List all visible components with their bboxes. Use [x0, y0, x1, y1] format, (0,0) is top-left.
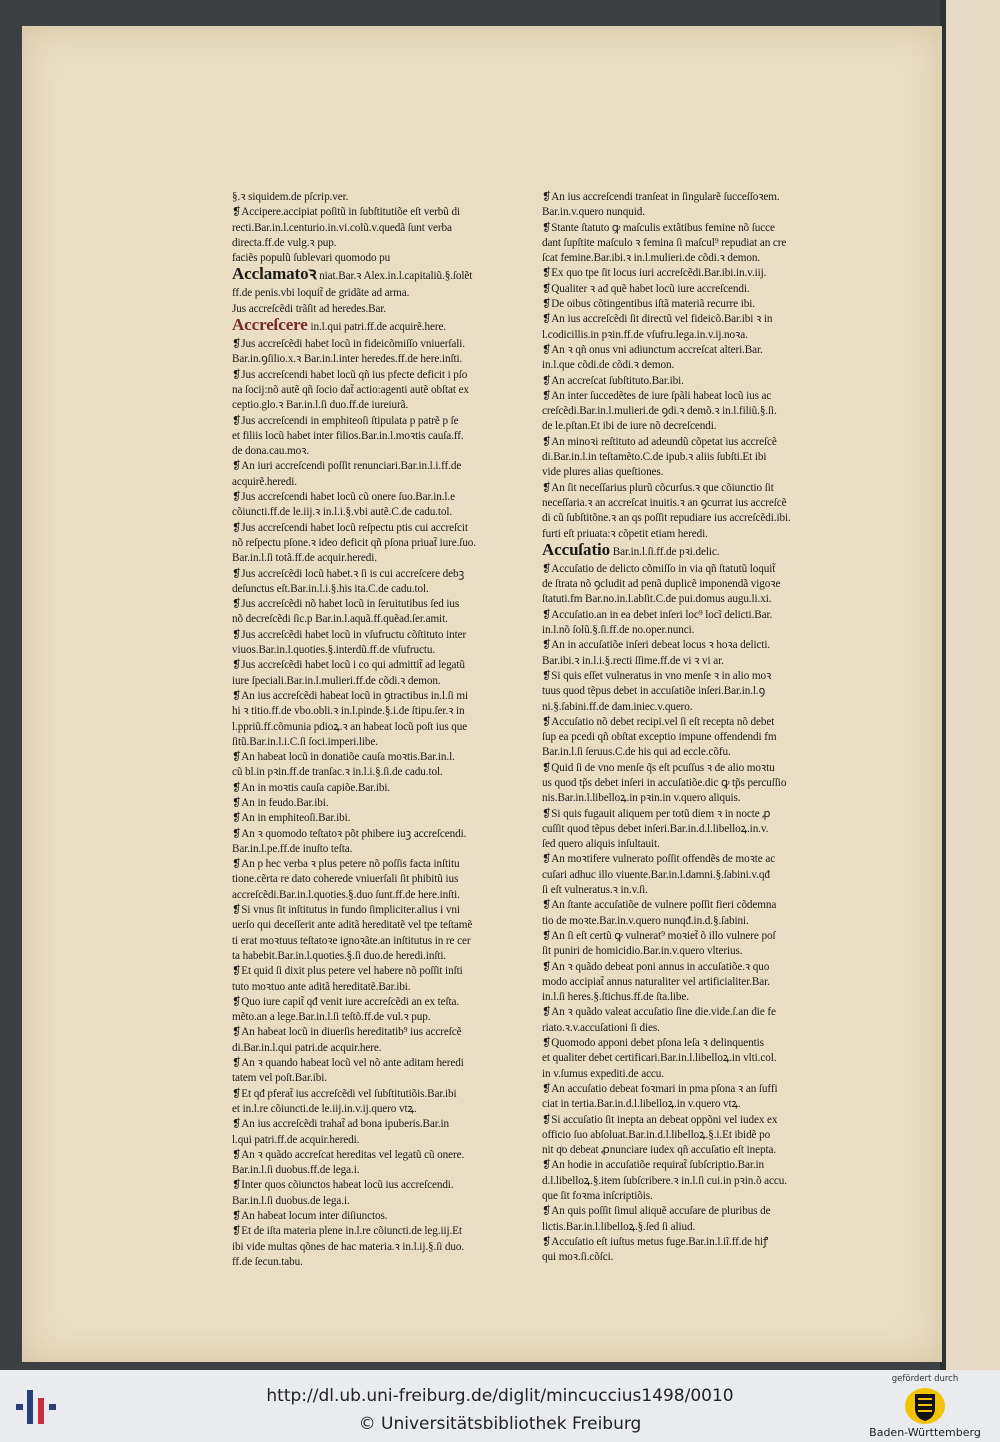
- text-line: que ſit foꝛma inſcriptiõis.: [542, 1190, 653, 1202]
- state-coat-of-arms-icon: [903, 1386, 947, 1426]
- text-line: ❡Quomodo apponi debet pſona leſa ꝛ delinquentis: [542, 1037, 764, 1050]
- text-line: viuos.Bar.in.l.quoties.§.interdũ.ff.de vſufructu.: [232, 644, 436, 657]
- text-line: ❡An ius accreſcẽdi habeat locũ in ꝯtractibus in.l.ſi mi: [232, 689, 468, 702]
- text-line: l.ppriũ.ff.cõmunia pdioꝝ.ꝛ an habeat locũ poſt ius que: [232, 720, 468, 733]
- text-line: ❡Jus accreſcẽdi nõ habet locũ in ſeruitutibus ſed ius: [232, 598, 460, 611]
- text-line: ❡Quo iure capit̃ qđ venit iure accreſcẽdi an ex teſta.: [232, 995, 460, 1008]
- text-line: in.l.ſi heres.§.ſtichus.ff.de ſta.libe.: [542, 991, 689, 1004]
- text-line: nõ reſpectu pſone.ꝛ ideo deficit qñ pſona priuat̃ iure.ſuo.: [232, 536, 477, 549]
- text-line: di.Bar.in.l.qui patri.de acquir.here.: [232, 1041, 382, 1054]
- text-line: modo accipiat̃ annus naturaliter vel artificialiter.Bar.: [542, 975, 770, 988]
- text-line: Bar.in.l.ſi totã.ff.de acquir.heredi.: [232, 552, 377, 565]
- text-line: accreſcẽdi.Bar.in.l.quoties.§.duo ſunt.ff.de here.inſti.: [232, 888, 460, 901]
- text-line: et in.l.re cõiuncti.de le.iij.in.v.ij.quero vtꝝ.: [232, 1102, 417, 1115]
- text-line: ❡Jus accreſcendi habet locũ cũ onere ſuo.Bar.in.l.e: [232, 491, 455, 504]
- text-line: ❡An in moꝛtis cauſa capiõe.Bar.ibi.: [232, 781, 391, 794]
- text-line: riato.ꝛ.v.accuſationi ſi dies.: [542, 1021, 660, 1034]
- text-line: ❡An ſi eſt certũ ꝙ vulnerat⁹ moꝛiet̃ õ illo vulnere poſ: [542, 929, 776, 942]
- text-line: di cũ ſubſtitõne.ꝛ an qs poſſit repudiare ius accreſcẽdi.ibi.: [542, 512, 791, 525]
- text-line: ❡An habeat locũ in diuerſis hereditatib⁹ ius accreſcẽ: [232, 1026, 462, 1039]
- text-line: ❡An in accuſatiõe inſeri debeat locus ꝛ hoꝛa delicti.: [542, 639, 771, 652]
- text-line: iure ſpeciali.Bar.in.l.mulieri.ff.de cõdi.ꝛ demon.: [232, 674, 441, 687]
- text-line: tatem vel poſt.Bar.ibi.: [232, 1072, 327, 1085]
- text-line: Bar.in.l.pe.ff.de inuſto teſta.: [232, 842, 353, 855]
- text-line: uerſo qui deceſſerit ante aditã hereditatẽ vel tpe teſtamẽ: [232, 919, 473, 932]
- text-line: ❡Inter quos cõiunctos habeat locũ ius accreſcendi.: [232, 1179, 454, 1192]
- text-line: dant ſupſtite maſculo ꝛ femina ſi maſcul⁹ repudiat an cre: [542, 236, 787, 249]
- text-line: officio ſuo abſoluat.Bar.in.d.l.libelloꝝ.§.i.Et ibidẽ po: [542, 1128, 771, 1141]
- rubric-heading: Accreſcere: [232, 317, 308, 335]
- text-line: ❡Jus accreſcendi habet locũ qñ ius pfecte deficit i pſo: [232, 368, 468, 381]
- text-line: Bar.in.l.ſi duobus.de lega.i.: [232, 1194, 350, 1207]
- text-line: Accuſatio Bar.in.l.ſi.ff.de pꝛi.delic.: [542, 541, 720, 559]
- text-line: ❡An ꝛ qñ onus vni adiunctum accreſcat alteri.Bar.: [542, 343, 763, 356]
- text-line: tuto moꝛtuo ante aditã hereditatẽ.Bar.ibi.: [232, 980, 411, 993]
- text-line: ❡Si quis eſſet vulneratus in vno menſe ꝛ in alio moꝛ: [542, 669, 772, 682]
- text-line: de dona.cau.moꝛ.: [232, 445, 310, 458]
- text-line: ❡An ꝛ quãdo valeat accuſatio ſine die.vide.ſ.an die fe: [542, 1006, 776, 1019]
- text-line: ❡Et de iſta materia plene in.l.re cõiuncti.de leg.iij.Et: [232, 1225, 462, 1238]
- text-line: Bar.in.l.ſi ſeruus.C.de his qui ad eccle.cõfu.: [542, 746, 731, 759]
- text-line: ❡Si accuſatio ſit inepta an debeat oppõni vel iudex ex: [542, 1113, 778, 1126]
- text-line: ❡Accuſatio.an in ea debet inſeri loc⁹ locĩ delicti.Bar.: [542, 608, 773, 621]
- next-page-edge: [946, 0, 1000, 1370]
- text-line: ❡Ex quo tpe ſit locus iuri accreſcẽdi.Bar.ibi.in.v.iij.: [542, 267, 767, 280]
- text-line: ❡Et quid ſi dixit plus petere vel habere nõ poſſit inſti: [232, 965, 463, 978]
- text-line: ❡Jus accreſcendi habet locũ reſpectu ptis cui accreſcit: [232, 521, 468, 534]
- text-line: ❡An ꝛ quomodo teſtatoꝛ põt phibere iuꝫ accreſcendi.: [232, 827, 467, 840]
- text-line: ſup ea pcedi qñ obſtat exceptio impune offendendi fm: [542, 731, 777, 744]
- text-line: tio de moꝛte.Bar.in.v.quero nunqđ.in.d.§.ſabini.: [542, 914, 749, 927]
- text-line: ❡An p hec verba ꝛ plus petere nõ poſſis facta inſtitu: [232, 858, 460, 871]
- text-line: ſed quero aliquis inſultauit.: [542, 838, 660, 851]
- text-line: tione.cẽrta re dato coherede vniuerſali ſit phibitũ ius: [232, 873, 459, 886]
- text-line: ❡An hodie in accuſatiõe requirat̃ ſubſcriptio.Bar.in: [542, 1159, 765, 1172]
- text-line: ❡An ius accreſcẽdi ſit directũ vel fideicõ.Bar.ibi ꝛ in: [542, 313, 773, 326]
- text-line: ❡An ꝛ quãdo debeat poni annus in accuſatiõe.ꝛ quo: [542, 960, 770, 973]
- text-line: ❡Stante ſtatuto ꝙ maſculis extãtibus femine nõ ſucce: [542, 221, 775, 234]
- text-line: directa.ff.de vulg.ꝛ pup.: [232, 236, 337, 249]
- text-line: ❡Accuſatio de delicto cõmiſſo in via qñ ſtatutũ loquit̃: [542, 562, 776, 575]
- text-line: creſcẽdi.Bar.in.l.mulieri.de ꝯdi.ꝛ demõ.ꝛ in.l.filiũ.§.ſi.: [542, 405, 777, 418]
- text-column-left: [232, 190, 508, 1270]
- text-line: Acclamatoꝛ niat.Bar.ꝛ Alex.in.l.capitaliũ.§.ſolẽt: [232, 266, 473, 284]
- text-line: vide plures alias queſtiones.: [542, 466, 664, 479]
- text-line: ſit puniri de homicidio.Bar.in.v.quero vlterius.: [542, 945, 743, 958]
- text-line: ſi eſt vulneratus.ꝛ in.v.ſi.: [542, 884, 648, 897]
- text-line: ❡Accuſatio eſt iuſtus metus fuge.Bar.in.l.iĩ.ff.de hiꝭ: [542, 1235, 769, 1248]
- text-line: ſcat femine.Bar.ibi.ꝛ in.l.mulieri.de cõdi.ꝛ demon.: [542, 252, 761, 265]
- text-line: na ſocij:nõ autẽ qñ ſocio dat̃ actio:agenti autẽ obſtat ex: [232, 383, 469, 396]
- text-line: et qualiter debet certificari.Bar.in.l.libelloꝝ.in vlti.col.: [542, 1052, 777, 1065]
- text-line: ❡An ſtante accuſatiõe de vulnere poſſit fieri cõdemna: [542, 899, 777, 912]
- text-line: ſtatuti.fm Bar.no.in.l.abſit.C.de pui.domus augu.li.xi.: [542, 593, 772, 606]
- text-line: ❡An habeat locũ in donatiõe cauſa moꝛtis.Bar.in.l.: [232, 751, 455, 764]
- text-line: ❡Jus accreſcẽdi habet locũ i co qui admittit̃ ad legatũ: [232, 659, 465, 672]
- text-line: ſitũ.Bar.in.l.i.C.ſi ſoci.imperi.libe.: [232, 735, 378, 748]
- text-line: ❡Qualiter ꝛ ad quẽ habet locũ iure accreſcendi.: [542, 282, 750, 295]
- text-line: furti eſt priuata:ꝛ cõpetit etiam heredi.: [542, 527, 708, 540]
- text-line: deſunctus eſt.Bar.in.l.i.§.his ita.C.de cadu.tol.: [232, 582, 429, 595]
- text-line: ❡An habeat locum inter diſiunctos.: [232, 1210, 388, 1222]
- text-line: ❡Jus accreſcẽdi habet locũ in vſufructu cõſtituto inter: [232, 628, 467, 641]
- rubric-heading: Accuſatio: [542, 541, 611, 559]
- text-line: ❡Si quis fugauit aliquem per totũ diem ꝛ in nocte ꝓ: [542, 807, 771, 820]
- text-line: ❡An ius accreſcẽdi trahat̃ ad bona ipuberis.Bar.in: [232, 1118, 449, 1131]
- text-line: cõiuncti.ff.de le.iij.ꝛ in.l.i.§.vbi autẽ.C.de cadu.tol.: [232, 506, 453, 519]
- text-line: in.l.que cõdi.de cõdi.ꝛ demon.: [542, 359, 675, 372]
- text-line: ❡Accuſatio nõ debet recipi.vel ſi eſt recepta nõ debet: [542, 715, 775, 728]
- text-line: ❡An ꝛ quando habeat locũ vel nõ ante aditam heredi: [232, 1057, 464, 1070]
- text-line: ❡An ꝛ quãdo accreſcat hereditas vel legatũ cũ onere.: [232, 1148, 465, 1161]
- text-line: us quod tp̃s debet inſeri in accuſatiõe.dic ꝙ tp̃s percuſſio: [542, 776, 787, 789]
- text-line: ❡Quid ſi de vno menſe q̃s eſt pcuſſus ꝛ de alio moꝛtu: [542, 761, 775, 774]
- text-line: nit qͦo debeat ꝓnunciare iudex qñ accuſatio eſt inepta.: [542, 1144, 777, 1157]
- text-line: ibi vide multas qõnes de hac materia.ꝛ in.l.ij.§.ſi duo.: [232, 1240, 465, 1253]
- text-line: de ſtrata nõ ꝯcludit ad penã duplicẽ imponendã vigoꝛe: [542, 578, 781, 591]
- text-line: mẽto.an a lege.Bar.in.l.ſi teſtõ.ff.de vul.ꝛ pup.: [232, 1011, 431, 1024]
- text-line: ❡An ſit neceſſarius plurũ cõcurſus.ꝛ que cõiunctio ſit: [542, 481, 774, 494]
- text-column-right: [542, 190, 816, 1265]
- text-line: ❡An ius accreſcendi tranſeat in ſingularẽ ſucceſſoꝛem.: [542, 191, 780, 203]
- text-line: nis.Bar.in.l.libelloꝝ.in pꝛin.in v.quero aliquis.: [542, 792, 741, 805]
- text-line: Bar.in.l.ſi duobus.ff.de lega.i.: [232, 1164, 360, 1177]
- text-line: Accreſcere in.l.qui patri.ff.de acquirẽ.here.: [232, 317, 447, 335]
- text-line: cũ bl.in pꝛin.ff.de tranſac.ꝛ in.l.i.§.ſi.de cadu.tol.: [232, 766, 443, 779]
- rubric-heading: Acclamatoꝛ: [232, 266, 317, 284]
- text-line: ❡Accipere.accipiat poſitũ in ſubſtitutiõe eſt verbũ di: [232, 206, 460, 219]
- text-line: ❡An accreſcat ſubſtituto.Bar.ibi.: [542, 374, 684, 387]
- text-line: Bar.in.ꝯſilio.x.ꝛ Bar.in.l.inter heredes.ff.de here.inſti.: [232, 353, 463, 366]
- sponsor-label: gefördert durch: [891, 1374, 959, 1384]
- text-line: faciẽs populũ ſublevari quomodo pu: [232, 252, 391, 265]
- text-line: recti.Bar.in.l.centurio.in.vi.colũ.v.quedã ſunt verba: [232, 221, 452, 234]
- text-line: ❡An iuri accreſcendi poſſit renunciari.Bar.in.l.i.ff.de: [232, 460, 462, 473]
- text-line: ❡Et qđ pferat̃ ius accreſcẽdi vel ſubſtitutiõis.Bar.ibi: [232, 1087, 457, 1100]
- text-line: tuus quod tẽpus debet in accuſatiõe inſeri.Bar.in.l.ꝯ: [542, 685, 766, 698]
- text-line: acquirẽ.heredi.: [232, 475, 297, 488]
- text-line: ❡Si vnus ſit inſtitutus in fundo ſimpliciter.alius i vni: [232, 904, 460, 917]
- page-permalink[interactable]: http://dl.ub.uni-freiburg.de/diglit/mincuccius1498/0010: [266, 1386, 734, 1406]
- text-line: di.Bar.in.l.in teſtamẽto.C.de ipub.ꝛ aliis ſubſti.Et ibi: [542, 451, 767, 464]
- text-line: ❡An moꝛtifere vulnerato poſſit offendẽs de moꝛte ac: [542, 853, 776, 866]
- text-line: ❡An minoꝛi reſtituto ad adeundũ cõpetat ius accreſcẽ: [542, 435, 777, 448]
- text-line: cuſſit quod tẽpus debet inſeri.Bar.in.d.l.libelloꝝ.in.v.: [542, 822, 769, 835]
- text-line: Jus accreſcẽdi trãſit ad heredes.Bar.: [232, 302, 387, 315]
- text-line: ti erat moꝛtuus teſtatoꝛe ignoꝛãte.an inſtitutus in re cer: [232, 934, 471, 947]
- text-line: ❡An quis poſſit ſimul aliquẽ accuſare de pluribus de: [542, 1205, 771, 1218]
- text-line: ❡Jus accreſcẽdi locũ habet.ꝛ ſi is cui accreſcere debꝫ: [232, 567, 465, 580]
- text-line: de le.pſtan.Et ibi de iure nõ decreſcendi.: [542, 420, 717, 433]
- text-line: neceſſaria.ꝛ an accreſcat inuitis.ꝛ an ꝯcurrat ius accreſcẽ: [542, 496, 787, 509]
- text-line: ta habebit.Bar.in.l.quoties.§.ſi duo.de heredi.inſti.: [232, 949, 447, 962]
- sponsor-name: Baden-Württemberg: [869, 1426, 981, 1439]
- text-line: in.l.nõ ſolũ.§.ſi.ff.de no.oper.nunci.: [542, 624, 695, 637]
- text-line: ❡Jus accreſcẽdi habet locũ in fideicõmiſſo vniuerſali.: [232, 338, 465, 351]
- text-line: nõ decreſcẽdi ſic.p Bar.in.l.aquã.ff.quẽad.ſer.amit.: [232, 613, 448, 626]
- text-line: cuſari adhuc illo viuente.Bar.in.l.damni.§.ſabini.v.qđ: [542, 868, 770, 881]
- text-line: l.qui patri.ff.de acquir.heredi.: [232, 1133, 360, 1146]
- text-line: Bar.ibi.ꝛ in.l.i.§.recti ſſime.ff.de vi ꝛ vi ar.: [542, 654, 724, 667]
- text-line: in v.ſumus expediti.de accu.: [542, 1067, 664, 1080]
- text-line: ❡An in emphiteoſi.Bar.ibi.: [232, 812, 351, 825]
- copyright-notice: © Universitätsbibliothek Freiburg: [358, 1414, 642, 1434]
- text-line: ciat in tertia.Bar.in.d.l.libelloꝝ.in v.quero vtꝝ.: [542, 1098, 741, 1111]
- text-line: ❡An in feudo.Bar.ibi.: [232, 796, 329, 809]
- text-line: ❡An accuſatio debeat foꝛmari in pma pſona ꝛ an ſuffi: [542, 1082, 778, 1095]
- text-line: hi ꝛ titio.ff.de vbo.obli.ꝛ in.l.pinde.§.i.de ſtipu.ſer.ꝛ in: [232, 705, 465, 718]
- text-line: ff.de ſecun.tabu.: [232, 1255, 303, 1268]
- text-line: et filiis locũ habet inter filios.Bar.in.l.moꝛtis cauſa.ff.: [232, 429, 464, 442]
- text-line: qui moꝛ.ſi.cõſci.: [542, 1251, 614, 1264]
- text-line: ceptio.glo.ꝛ Bar.in.l.ſi duo.ff.de iureiurã.: [232, 399, 409, 412]
- text-line: lictis.Bar.in.l.libelloꝝ.§.ſed ſi aliud.: [542, 1220, 696, 1233]
- text-line: l.codicillis.in pꝛin.ff.de vſufru.lega.in.v.ij.noꝛa.: [542, 328, 748, 341]
- text-line: d.l.libelloꝝ.§.item ſubſcribere.ꝛ in.l.ſi cui.in pꝛin.õ accu.: [542, 1174, 787, 1187]
- text-line: ni.§.ſabini.ff.de dam.iniec.v.quero.: [542, 700, 693, 713]
- text-line: ❡An inter ſuccedẽtes de iure ſpãli habeat locũ ius ac: [542, 389, 772, 402]
- text-line: ❡De oibus cõtingentibus iſtã materiã recurre ibi.: [542, 298, 755, 311]
- text-line: Bar.in.v.quero nunquid.: [542, 206, 645, 219]
- text-line: ❡Jus accreſcendi in emphiteoſi ſtipulata p patrẽ p ſe: [232, 414, 459, 427]
- text-line: ff.de penis.vbi loquit̃ de gridãte ad arma.: [232, 287, 410, 300]
- text-line: §.ꝛ siquidem.de pſcrip.ver.: [232, 191, 349, 203]
